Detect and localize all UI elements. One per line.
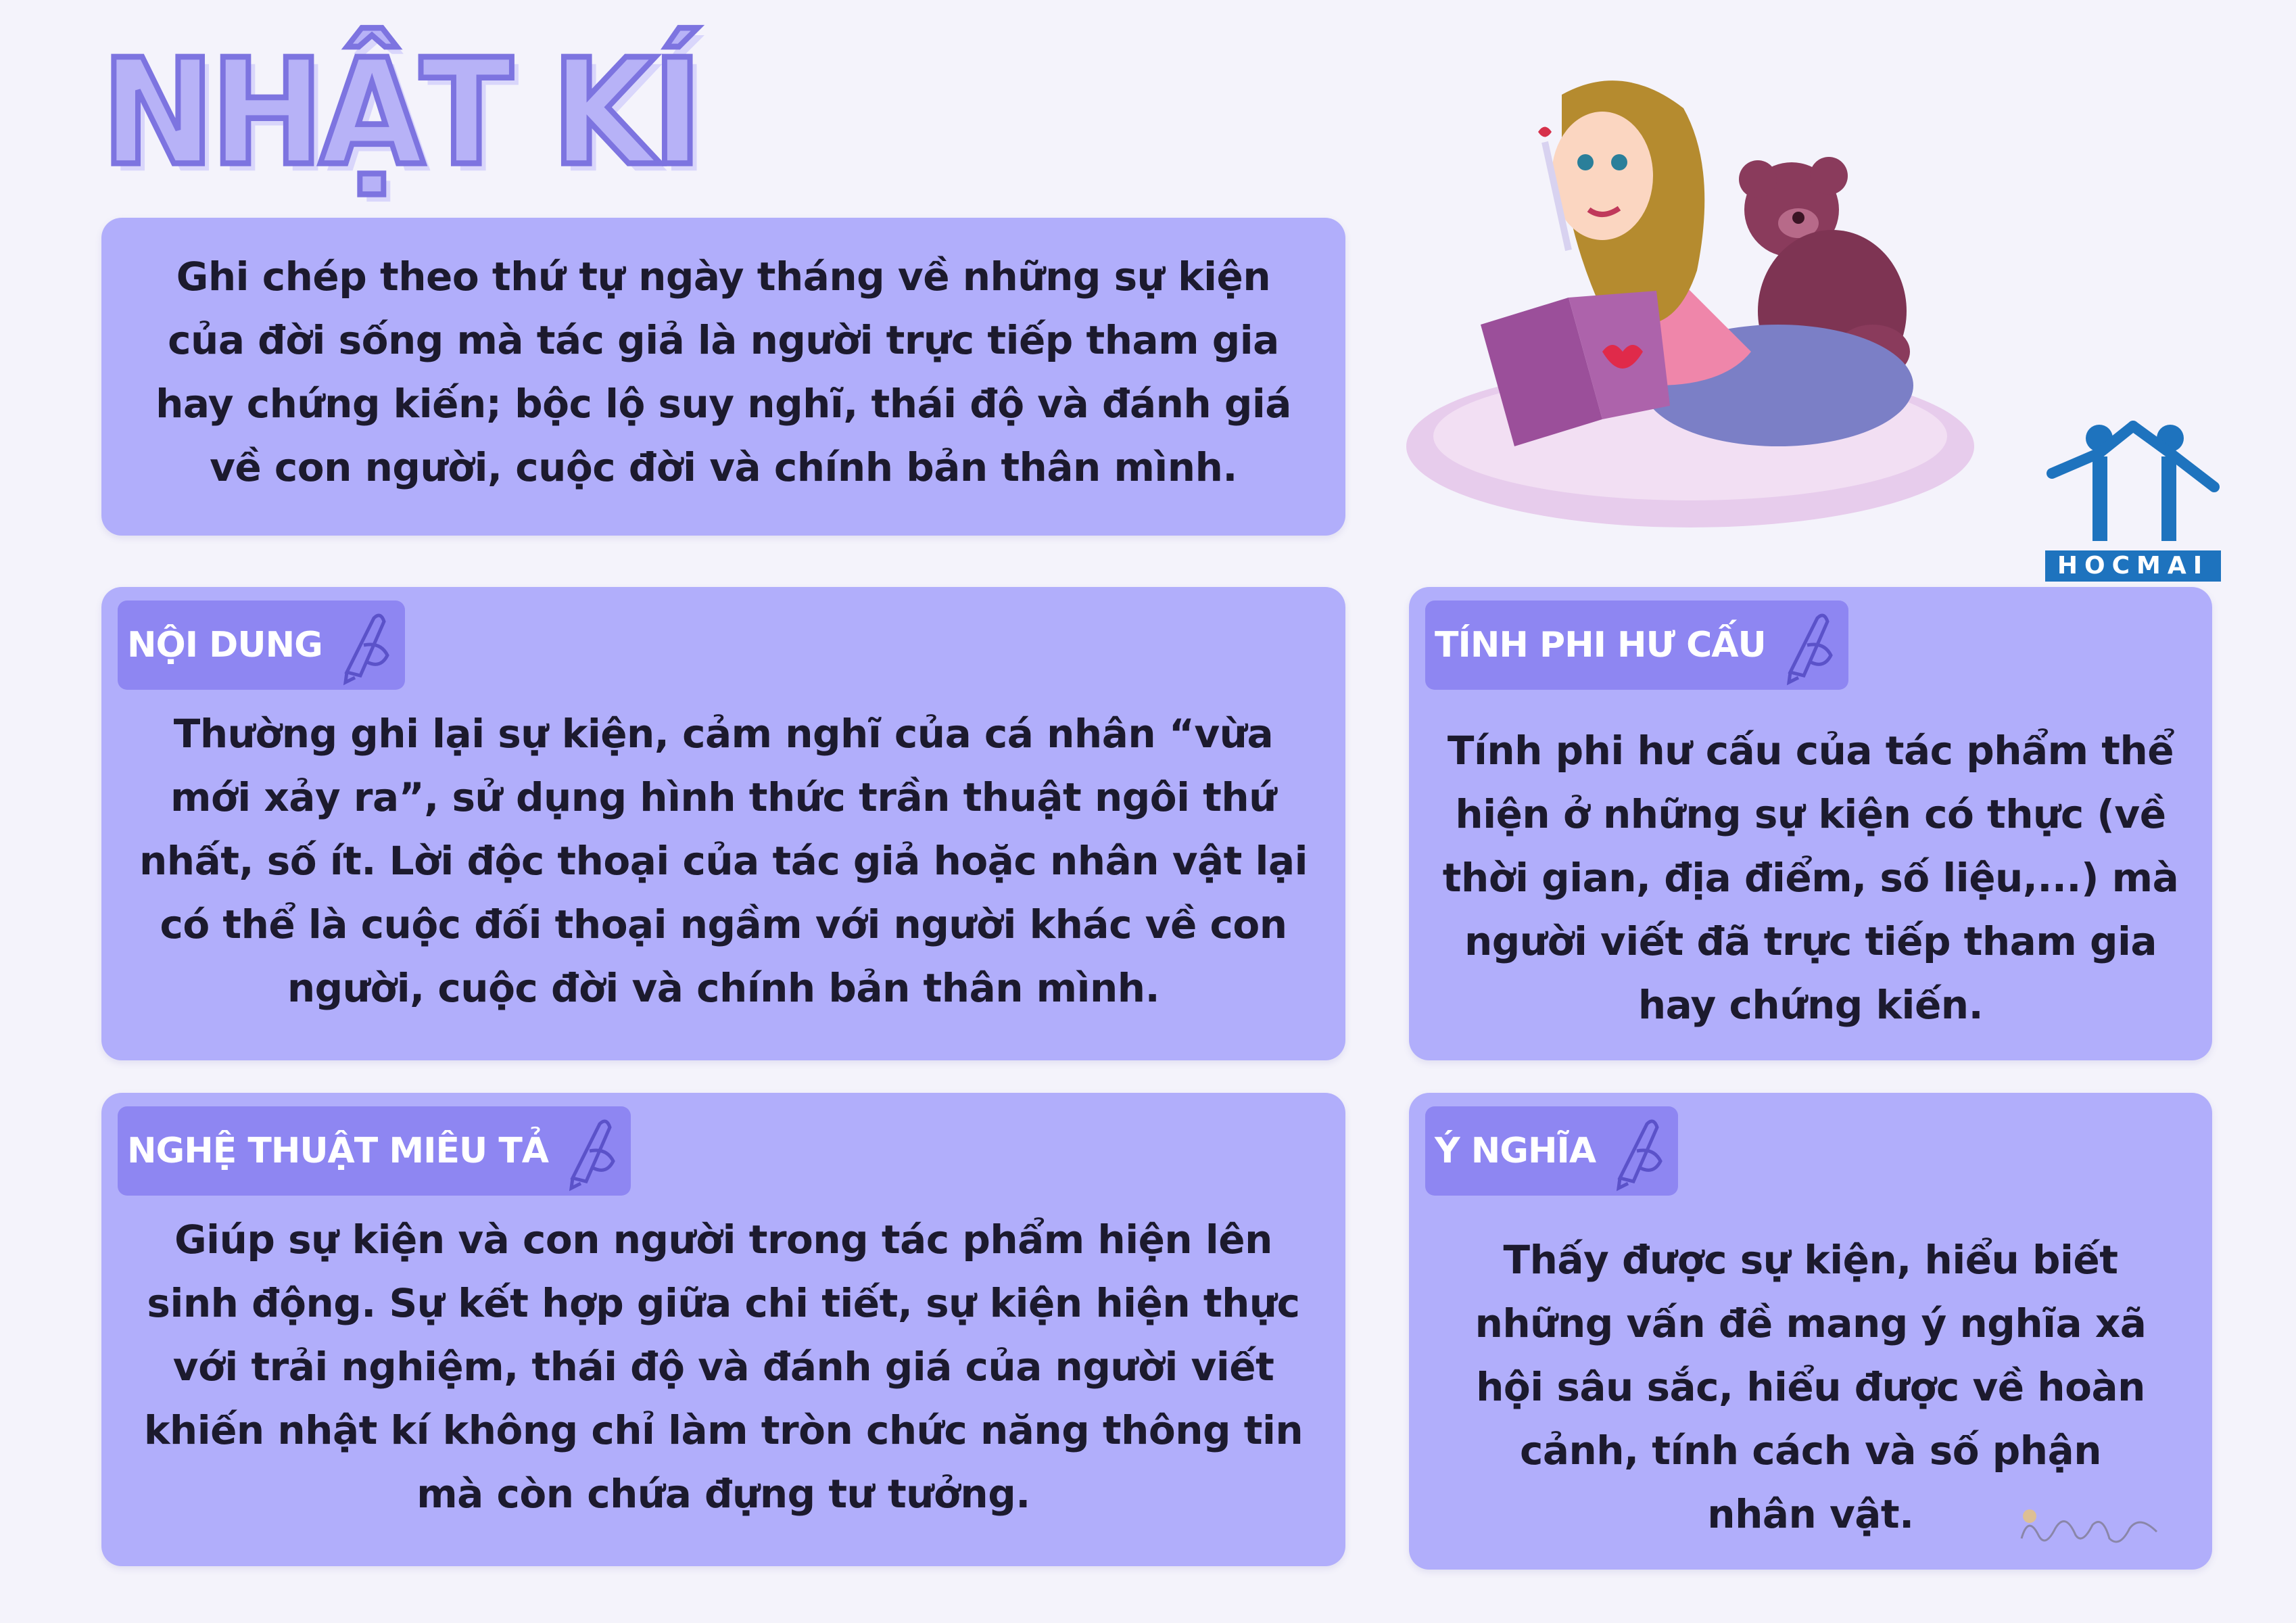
text-line: hội sâu sắc, hiểu được về hoàn: [1476, 1364, 2145, 1410]
text-line: Thấy được sự kiện, hiểu biết: [1503, 1237, 2118, 1283]
text-line: hay chứng kiến; bộc lộ suy nghĩ, thái độ và đánh giá: [156, 381, 1291, 427]
text-line: cảnh, tính cách và số phận: [1519, 1428, 2102, 1474]
nghe-thuat-card: [101, 1093, 1345, 1566]
intro-card: [101, 218, 1345, 536]
pen-icon: [333, 605, 391, 686]
girl-reading-illustration: [1400, 68, 1981, 541]
section-tag: [1425, 1106, 1678, 1196]
text-line: người viết đã trực tiếp tham gia: [1464, 918, 2157, 964]
intro-text: [128, 245, 1318, 499]
text-line: Ghi chép theo thứ tự ngày tháng về những sự kiện: [176, 254, 1271, 300]
text-line: với trải nghiệm, thái độ và đánh giá của người viết: [172, 1344, 1274, 1390]
text-line: người, cuộc đời và chính bản thân mình.: [287, 965, 1160, 1011]
text-line: thời gian, địa điểm, số liệu,...) mà: [1442, 855, 2179, 901]
section-label: NỘI DUNG: [127, 625, 322, 665]
pen-icon: [1777, 605, 1835, 686]
section-text: [128, 702, 1318, 1020]
text-line: mà còn chứa đựng tư tưởng.: [416, 1471, 1030, 1517]
hocmai-logo-icon: [2045, 413, 2221, 548]
section-label: NGHỆ THUẬT MIÊU TẢ: [127, 1131, 549, 1171]
section-tag: [1425, 601, 1848, 690]
section-label: TÍNH PHI HƯ CẤU: [1435, 625, 1766, 665]
y-nghia-card: [1409, 1093, 2212, 1570]
text-line: của đời sống mà tác giả là người trực tiếp tham gia: [168, 317, 1279, 363]
section-text: [128, 1208, 1318, 1526]
pen-icon: [1606, 1110, 1665, 1192]
noi-dung-card: [101, 587, 1345, 1060]
text-line: Tính phi hư cấu của tác phẩm thể: [1447, 728, 2174, 774]
text-line: nhân vật.: [1707, 1491, 1914, 1537]
page-title: NHẬT KÍ: [101, 28, 698, 199]
tinh-phi-hu-cau-card: [1409, 587, 2212, 1060]
section-tag: [118, 601, 405, 690]
text-line: những vấn đề mang ý nghĩa xã: [1475, 1300, 2147, 1346]
text-line: mới xảy ra”, sử dụng hình thức trần thuật ngôi thứ: [170, 774, 1276, 820]
text-line: có thể là cuộc đối thoại ngầm với người khác về con: [160, 901, 1287, 947]
text-line: sinh động. Sự kết hợp giữa chi tiết, sự kiện hiện thực: [147, 1280, 1300, 1326]
signature: [2015, 1501, 2163, 1555]
pen-icon: [559, 1110, 617, 1192]
section-text: [1422, 719, 2199, 1037]
text-line: khiến nhật kí không chỉ làm tròn chức năng thông tin: [143, 1407, 1304, 1453]
section-tag: [118, 1106, 631, 1196]
section-text: [1422, 1228, 2199, 1546]
text-line: Giúp sự kiện và con người trong tác phẩm hiện lên: [174, 1217, 1272, 1263]
text-line: Thường ghi lại sự kiện, cảm nghĩ của cá nhân “vừa: [173, 711, 1274, 757]
text-line: về con người, cuộc đời và chính bản thân mình.: [210, 444, 1237, 490]
text-line: hay chứng kiến.: [1637, 982, 1984, 1028]
text-line: nhất, số ít. Lời độc thoại của tác giả hoặc nhân vật lại: [139, 838, 1308, 884]
hocmai-logo: [2045, 413, 2221, 582]
section-label: Ý NGHĨA: [1435, 1131, 1596, 1171]
text-line: hiện ở những sự kiện có thực (về: [1455, 791, 2166, 837]
logo-text: HOCMAI: [2045, 550, 2221, 582]
